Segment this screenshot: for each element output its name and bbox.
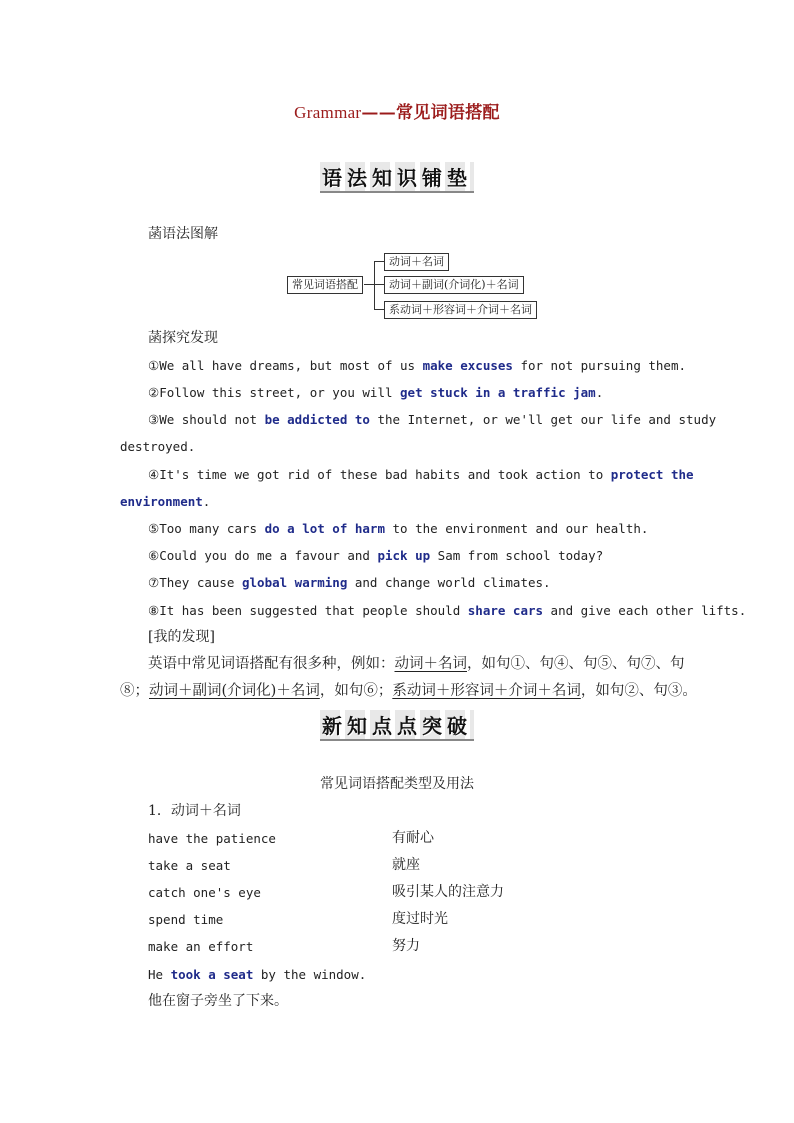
example-sentence-6: ⑥Could you do me a favour and pick up Sam from school today? — [148, 548, 604, 563]
collocation-zh: 吸引某人的注意力 — [392, 884, 504, 900]
discovery-paragraph-line1: 英语中常见词语搭配有很多种，例如：动词＋名词，如句①、句④、句⑤、句⑦、句 — [148, 656, 685, 672]
diagram-branch-box: 动词＋名词 — [384, 253, 449, 271]
usage-example-translation: 他在窗子旁坐了下来。 — [148, 993, 288, 1009]
collocation-zh: 有耐心 — [392, 830, 434, 846]
section-label-diagram: 菡语法图解 — [148, 226, 218, 242]
keyword: global warming — [242, 575, 348, 590]
title-chinese: 常见词语搭配 — [396, 103, 500, 123]
example-sentence-7: ⑦They cause global warming and change world climates. — [148, 575, 551, 590]
usage-example: He took a seat by the window. — [148, 967, 367, 982]
example-sentence-1: ①We all have dreams, but most of us make excuses for not pursuing them. — [148, 358, 687, 373]
collocation-en: make an effort — [148, 939, 254, 954]
example-sentence-3: ③We should not be addicted to the Internet, or we'll get our life and study — [148, 412, 717, 427]
diagram-connector — [374, 261, 384, 262]
collocation-en: have the patience — [148, 831, 276, 846]
page-title — [0, 98, 794, 123]
diagram-branch-box: 动词＋副词(介词化)＋名词 — [384, 276, 524, 294]
diagram-connector — [374, 284, 384, 285]
title-english: Grammar — [294, 103, 362, 122]
diagram-connector — [364, 284, 374, 285]
item-heading: 1．动词＋名词 — [148, 803, 241, 819]
keyword: do a lot of harm — [264, 521, 385, 536]
section-banner-grammar-basics — [0, 162, 794, 193]
collocation-en: catch one's eye — [148, 885, 261, 900]
section-label-discovery: 菡探究发现 — [148, 330, 218, 346]
example-sentence-8: ⑧It has been suggested that people should share cars and give each other lifts. — [148, 603, 747, 618]
collocation-zh: 度过时光 — [392, 911, 448, 927]
keyword: took a seat — [170, 967, 254, 982]
collocation-en: spend time — [148, 912, 224, 927]
collocation-zh: 就座 — [392, 857, 420, 873]
diagram-branch-box: 系动词＋形容词＋介词＋名词 — [384, 301, 537, 319]
keyword: be addicted to — [264, 412, 370, 427]
underlined-term: 系动词＋形容词＋介词＋名词 — [392, 683, 581, 699]
discovery-paragraph-line2: ⑧；动词＋副词(介词化)＋名词，如句⑥；系动词＋形容词＋介词＋名词，如句②、句③。 — [120, 683, 697, 699]
title-dash: —— — [361, 103, 397, 123]
collocation-zh: 努力 — [392, 938, 420, 954]
discovery-label: [我的发现] — [148, 629, 215, 645]
keyword: get stuck in a traffic jam — [400, 385, 596, 400]
diagram-root-box: 常见词语搭配 — [287, 276, 363, 294]
example-sentence-4: ④It's time we got rid of these bad habits and took action to protect the — [148, 467, 694, 482]
underlined-term: 动词＋副词(介词化)＋名词 — [149, 683, 320, 699]
keyword: make excuses — [422, 358, 513, 373]
diagram-bracket — [374, 261, 375, 309]
example-sentence-2: ②Follow this street, or you will get stuck in a traffic jam. — [148, 385, 604, 400]
banner-text: 新知点点突破 — [320, 710, 474, 741]
section-banner-new-points — [0, 710, 794, 741]
diagram-connector — [374, 309, 384, 310]
keyword: environment — [120, 494, 203, 509]
collocation-en: take a seat — [148, 858, 231, 873]
subheading: 常见词语搭配类型及用法 — [320, 776, 474, 792]
underlined-term: 动词＋名词 — [394, 656, 467, 672]
example-sentence-3-cont: destroyed. — [120, 439, 196, 454]
banner-text: 语法知识铺垫 — [320, 162, 474, 193]
keyword: protect the — [610, 467, 694, 482]
keyword: share cars — [467, 603, 544, 618]
example-sentence-4-cont: environment. — [120, 494, 211, 509]
example-sentence-5: ⑤Too many cars do a lot of harm to the environment and our health. — [148, 521, 649, 536]
keyword: pick up — [377, 548, 431, 563]
